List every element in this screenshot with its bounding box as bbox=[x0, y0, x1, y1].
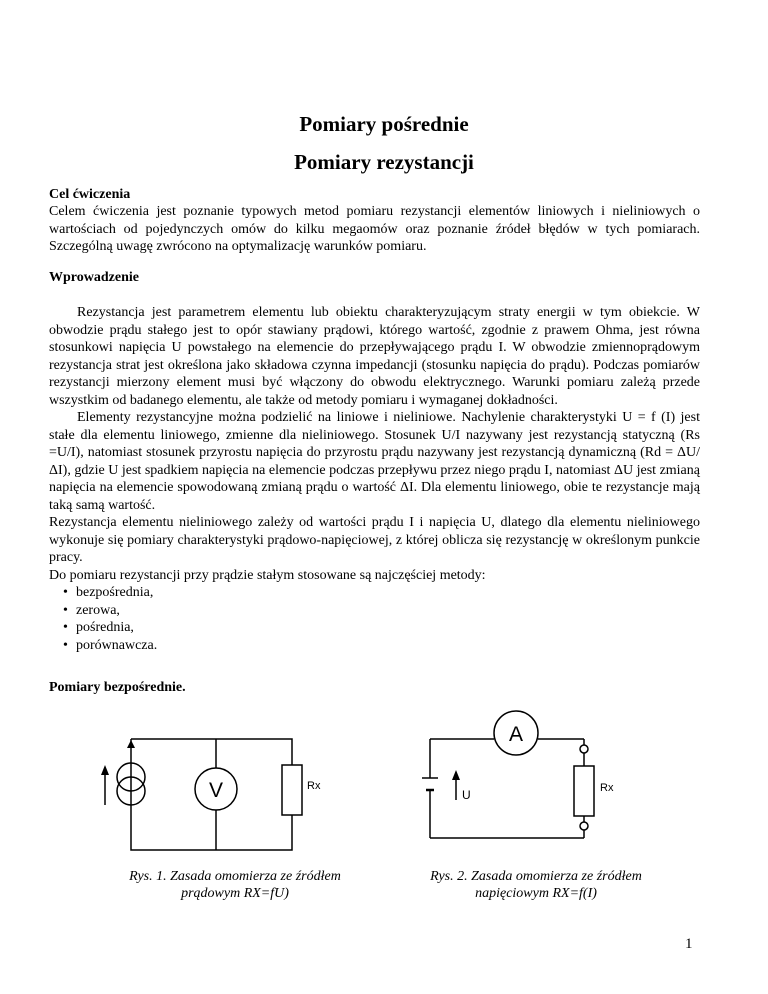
figure-1-circuit bbox=[95, 725, 325, 865]
caption-line: napięciowym RX=f(I) bbox=[475, 886, 597, 901]
voltmeter-label: V bbox=[208, 779, 224, 802]
source-label: U bbox=[462, 788, 471, 802]
intro-paragraph-4: Do pomiaru rezystancji przy prądzie stałym stosowane są najczęściej metody: bbox=[49, 567, 486, 583]
goal-text: Celem ćwiczenia jest poznanie typowych metod pomiaru rezystancji elementów liniowych i nieliniowych o wartościach od pojedynczych omów do kilku megaomów oraz poznanie źródeł błędów w tych pomiarach. Szczególną uwagę zwrócono na optymalizację warunków pomiaru. bbox=[49, 204, 700, 254]
intro-paragraph-1: Rezystancja jest parametrem elementu lub obiektu charakteryzującym straty energii w tym obiekcie. W obwodzie prądu stałego jest to opór stawiany prądowi, którego wartość, zgodnie z prawem Ohma, jest równa stosunkowi napięcia U powstałego na elemencie do przepływającego prądu I. W obwodzie zmiennoprądowym rezystancja strat jest określona jako składowa czynna impedancji (stosunku napięcia do prądu). Podczas pomiarów rezystancji mierzony element musi być włączony do obwodu elektrycznego. Warunki pomiaru zależą przede wszystkim od badanego elementu, ale także od metody pomiaru i wymaganej dokładności. bbox=[49, 305, 700, 408]
figure-1-caption bbox=[90, 868, 380, 902]
resistor-label: Rx bbox=[600, 782, 614, 794]
intro-paragraph-2: Elementy rezystancyjne można podzielić na liniowe i nieliniowe. Nachylenie charakterystyki U = f (I) jest stałe dla elementu liniowego, zmienne dla nieliniowego. Stosunek U/I nazywany jest rezystancją statyczną (Rs =U/I), natomiast stosunek przyrostu napięcia do przyrostu prądu nazywany jest rezystancją dynamiczną (Rd = ΔU/ΔI), gdzie U jest spadkiem napięcia na elemencie podczas przepływu przez niego prądu I, natomiast ΔU jest zmianą napięcia na elemencie spowodowaną zmianą prądu o wartość ΔI. Dla elementu liniowego, obie te rezystancje mają taką samą wartość. bbox=[49, 410, 700, 513]
direct-heading: Pomiary bezpośrednie. bbox=[49, 680, 186, 695]
list-item: • bezpośrednia, bbox=[63, 584, 700, 602]
resistor-label: Rx bbox=[307, 780, 321, 792]
caption-line: Rys. 2. Zasada omomierza ze źródłem bbox=[430, 869, 642, 884]
current-arrow-icon bbox=[101, 765, 109, 775]
source-arrow-icon bbox=[127, 740, 135, 748]
list-item: • zerowa, bbox=[63, 602, 700, 620]
page-subtitle: Pomiary rezystancji bbox=[294, 150, 474, 174]
intro-paragraph-3: Rezystancja elementu nieliniowego zależy od wartości prądu I i napięcia U, dlatego dla elementu nieliniowego wykonuje się pomiary charakterystyki prądowo-napięciowej, z której oblicza się rezystancję w określonym punkcie pracy. bbox=[49, 515, 700, 565]
intro-body bbox=[49, 304, 700, 654]
voltage-arrow-icon bbox=[452, 770, 460, 780]
figure-2-circuit bbox=[410, 708, 620, 854]
ammeter-label: A bbox=[508, 723, 524, 746]
page-title: Pomiary pośrednie bbox=[299, 112, 469, 136]
goal-heading: Cel ćwiczenia bbox=[49, 187, 131, 202]
list-item: • pośrednia, bbox=[63, 619, 700, 637]
intro-heading: Wprowadzenie bbox=[49, 270, 139, 285]
caption-line: Rys. 1. Zasada omomierza ze źródłem bbox=[129, 869, 341, 884]
page-number: 1 bbox=[685, 936, 693, 952]
methods-list bbox=[63, 584, 700, 654]
list-item: • porównawcza. bbox=[63, 637, 700, 655]
caption-line: prądowym RX=fU) bbox=[181, 886, 289, 901]
figure-2-caption bbox=[386, 868, 686, 902]
